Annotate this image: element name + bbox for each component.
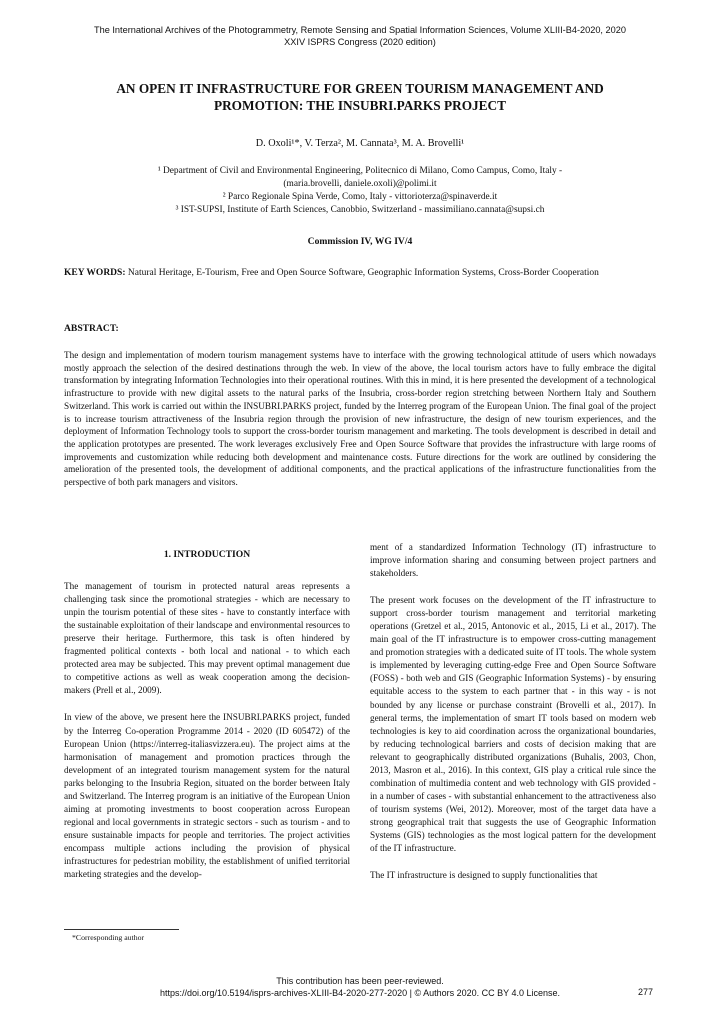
running-header-line1: The International Archives of the Photogrammetry, Remote Sensing and Spatial Information Sciences, Volume XLIII-B4-2020, 2020: [94, 25, 626, 35]
left-column: [64, 548, 350, 895]
affiliations: [60, 165, 660, 217]
running-header: [0, 24, 720, 48]
running-header-line2: XXIV ISPRS Congress (2020 edition): [284, 37, 436, 47]
page-number: 277: [638, 987, 654, 997]
footnote-rule: [64, 929, 179, 930]
footnote: *Corresponding author: [72, 933, 145, 942]
affiliation-1-line1: ¹ Department of Civil and Environmental Engineering, Politecnico di Milano, Como Campus, Como, Italy -: [157, 166, 563, 176]
keywords-label: KEY WORDS:: [64, 268, 126, 278]
affiliation-1-line2: (maria.brovelli, daniele.oxoli)@polimi.it: [283, 179, 437, 189]
keywords: [64, 267, 654, 280]
right-paragraph-1: ment of a standardized Information Technology (IT) infrastructure to improve information sharing and consuming between project partners and stakeholders.: [370, 542, 656, 579]
intro-paragraph-1: The management of tourism in protected natural areas represents a challenging task since the promotional strategies - which are necessary to unpin the tourism potential of these sites - have to constantly interface with the sustainable exploitation of their landscape and environmental resources to preserve their heritage. Furthermore, this task is often hindered by fragmented political contexts - both local and national - to which each protected area may be subjected. This may prevent optimal management due to competitive actions as well as weak cooperation among the decision-makers (Prell et al., 2009).: [64, 581, 350, 696]
paper-title-line2: PROMOTION: THE INSUBRI.PARKS PROJECT: [213, 98, 507, 113]
affiliation-3: ³ IST-SUPSI, Institute of Earth Sciences, Canobbio, Switzerland - massimiliano.cannata@supsi.ch: [175, 205, 545, 215]
affiliation-2: ² Parco Regionale Spina Verde, Como, Italy - vittorioterza@spinaverde.it: [222, 192, 498, 202]
intro-paragraph-2: In view of the above, we present here the INSUBRI.PARKS project, funded by the Interreg Co-operation Programme 2014 - 2020 (ID 605472) of the European Union (https://interreg-italiasvizzera.eu). The project aims at the harmonisation of management and promotion practices through the development of an integrated tourism management system for the natural parks belonging to the Insubria Region, situated on the border between Italy and Switzerland. The Interreg program is an initiative of the European Union aiming at promoting investments to boost cooperation across European regional and local governments in strategic sectors - such as tourism - and to ensure sustainable impacts for people and territories. The project activities encompass multiple actions including the provision of physical infrastructures for pedestrian mobility, the establishment of unified territorial marketing strategies and the develop-: [64, 712, 350, 880]
right-paragraph-3: The IT infrastructure is designed to supply functionalities that: [370, 870, 598, 881]
footer-doi-link[interactable]: https://doi.org/10.5194/isprs-archives-XLIII-B4-2020-277-2020 | © Authors 2020. CC BY 4.0 License.: [159, 988, 561, 998]
abstract-heading: ABSTRACT:: [64, 323, 119, 334]
footer-line1: This contribution has been peer-reviewed.: [276, 976, 444, 986]
right-column: [370, 541, 656, 896]
keywords-text: Natural Heritage, E-Tourism, Free and Open Source Software, Geographic Information Systems, Cross-Border Cooperation: [125, 268, 599, 278]
commission: Commission IV, WG IV/4: [307, 236, 413, 247]
paper-title: [40, 80, 680, 114]
paper-title-line1: AN OPEN IT INFRASTRUCTURE FOR GREEN TOURISM MANAGEMENT AND: [116, 81, 604, 96]
abstract-text: The design and implementation of modern tourism management systems have to interface with the growing technological attitude of users which nowadays mostly approach the selection of the desired destinations through the web. In view of the above, the local tourism actors have to fully embrace the digital transformation by integrating Information Technologies into their operational routines. With this in mind, it is here presented the development of a technological infrastructure to provide with new digital assets to the natural parks of the Insubria, cross-border region stretching between Northern Italy and Southern Switzerland. This work is carried out within the INSUBRI.PARKS project, funded by the Interreg program of the European Union. The final goal of the project is to increase tourism attractiveness of the Insubria region through the provision of new infrastructure, the design of new tourism experiences, and the deployment of Information Technology tools to support the cross-border tourism management and marketing. The tools development is described in detail and the application prototypes are presented. The work leverages exclusively Free and Open Source Software that provides the infrastructure with large rooms of improvements and customization while reducing both development and maintenance costs. Future directions for the work are outlined by considering the amelioration of the presented tools, the development of additional components, and the practical applications of the infrastructure functionalities from the perspective of both park managers and visitors.: [64, 350, 656, 488]
authors: D. Oxoli¹*, V. Terza², M. Cannata³, M. A. Brovelli¹: [255, 138, 465, 149]
right-paragraph-2: The present work focuses on the development of the IT infrastructure to support cross-border tourism management and territorial marketing operations (Gretzel et al., 2015, Antonovic et al., 2015, Li et al., 2017). The main goal of the IT infrastructure is to empower cross-cutting management and promotion strategies with a dedicated suite of IT tools. The whole system is implemented by leveraging cutting-edge Free and Open Source Software (FOSS) - both web and GIS (Geographic Information Systems) - by ensuring equitable access to the system to each partner that - in this way - is not bounded by any license or purchase constraint (Brovelli et al., 2017). In general terms, the implementation of smart IT tools based on modern web technologies is key to aid coordination across the organizational boundaries, by reducing technological barriers and costs of decision making that are relevant to geographically distributed organizations (Buhalis, 2003, Chon, 2013, Masron et al., 2016). In this context, GIS play a critical rule since the combination of multimedia content and web technology with GIS provided - in a number of cases - with substantial enhancement to the attractiveness also of tourism systems (Wei, 2012). Moreover, most of the target data have a strong geographical trait that suggests the use of Geographic Information Systems (GIS) technologies as the most logical pattern for the development of the IT infrastructure.: [370, 595, 656, 854]
section-heading-introduction: 1. INTRODUCTION: [163, 549, 251, 560]
page-footer: [0, 975, 720, 999]
